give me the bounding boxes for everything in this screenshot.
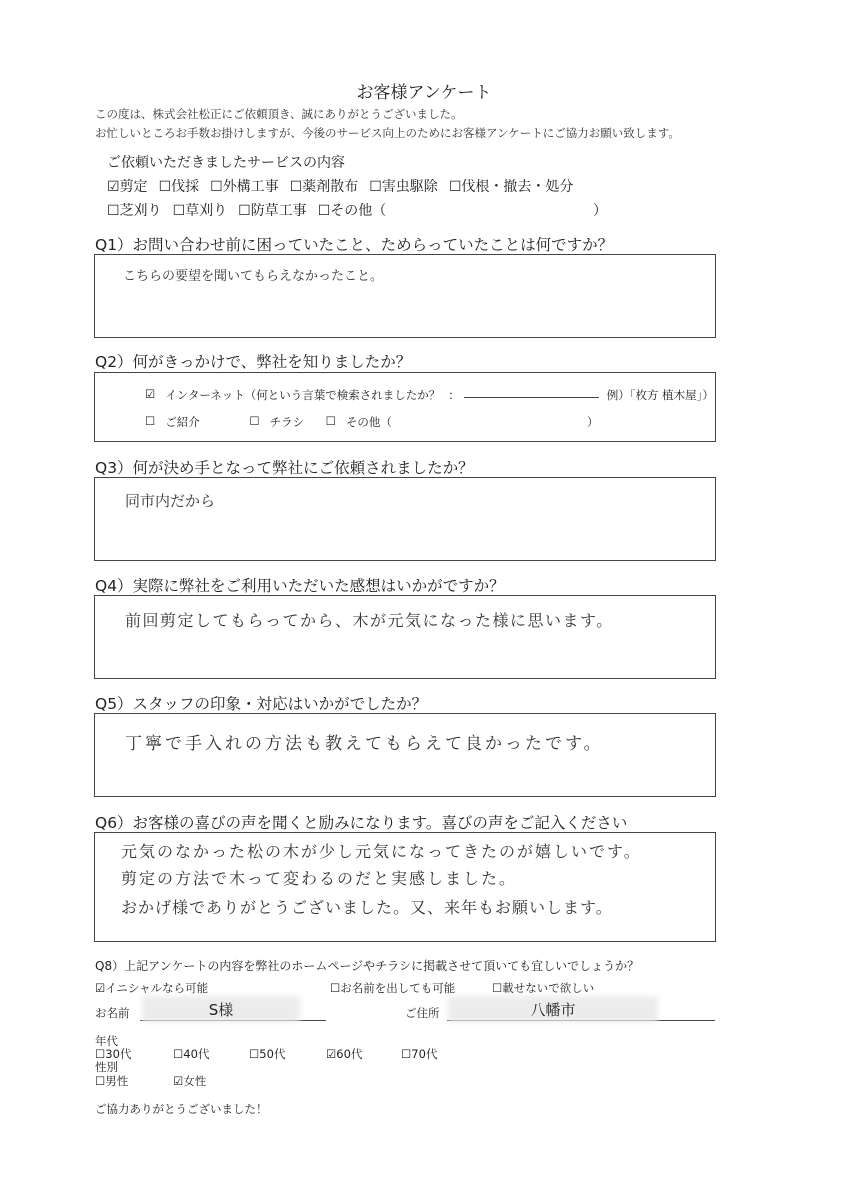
- gender-option-male[interactable]: ☐男性: [95, 1074, 129, 1088]
- other-label: その他（: [345, 415, 392, 429]
- checkbox-icon: ☐: [317, 203, 331, 219]
- flyer-label: チラシ: [269, 415, 305, 429]
- address-label: ご住所: [405, 1006, 440, 1020]
- services-row-2: [107, 200, 397, 220]
- gender-label: 性別: [95, 1060, 118, 1074]
- checkbox-icon: ☐: [289, 179, 303, 195]
- q2-answer-box: [94, 372, 716, 442]
- q2-internet-row: ☑ インターネット（何という言葉で検索されましたか？ ： 例）「枚方 植木屋」）: [145, 387, 714, 402]
- checkbox-icon: ☐: [238, 203, 251, 219]
- age-option-70[interactable]: ☐70代: [401, 1047, 438, 1061]
- age-option-60[interactable]: ☑60代: [326, 1047, 363, 1061]
- q1-answer: こちらの要望を聞いてもらえなかったこと。: [123, 269, 384, 284]
- gender-option-female[interactable]: ☑女性: [173, 1074, 207, 1088]
- service-pest[interactable]: ☐害虫駆除: [369, 179, 438, 195]
- q4-question: Q4）実際に弊社をご利用いただいた感想はいかがですか？: [95, 577, 505, 595]
- q3-question: Q3）何が決め手となって弊社にご依頼されましたか？: [95, 459, 474, 477]
- intro-checkbox[interactable]: ☐: [145, 414, 156, 428]
- q1-answer-box[interactable]: [94, 254, 716, 338]
- checkbox-icon: ☐: [210, 179, 223, 195]
- q3-answer-box[interactable]: [94, 477, 716, 561]
- checkbox-icon: ☐: [107, 203, 120, 219]
- q6-answer-line-1: 元気のなかった松の木が少し元気になってきたのが嬉しいです。: [121, 842, 642, 861]
- page-title: お客様アンケート: [356, 83, 492, 103]
- q8-option-name-ok[interactable]: ☐お名前を出しても可能: [330, 981, 456, 995]
- service-other-close: ）: [593, 203, 607, 219]
- service-stump[interactable]: ☐伐根・撤去・処分: [448, 179, 574, 195]
- other-checkbox[interactable]: ☐: [325, 414, 336, 428]
- q8-option-no-publish[interactable]: ☐載せないで欲しい: [492, 981, 595, 995]
- checkbox-icon: ☐: [158, 179, 172, 195]
- service-exterior[interactable]: ☐外構工事: [210, 179, 279, 195]
- q1-question: Q1）お問い合わせ前に困っていたこと、ためらっていたことは何ですか？: [95, 236, 614, 254]
- checkbox-icon: ☐: [172, 203, 186, 219]
- q4-answer-box[interactable]: [94, 595, 716, 679]
- age-option-30[interactable]: ☐30代: [95, 1047, 132, 1061]
- intro-label: ご紹介: [165, 415, 200, 429]
- q5-answer-box[interactable]: [94, 713, 716, 797]
- flyer-checkbox[interactable]: ☐: [249, 414, 260, 428]
- internet-example: 例）「枚方 植木屋」）: [606, 388, 714, 402]
- q5-answer: 丁寧で手入れの方法も教えてもらえて良かったです。: [125, 734, 604, 754]
- checkbox-icon: ☐: [448, 179, 462, 195]
- q8-question: Q8）上記アンケートの内容を弊社のホームページやチラシに掲載させて頂いても宜しいでしょうか？: [95, 959, 640, 973]
- q5-question: Q5）スタッフの印象・対応はいかがでしたか？: [95, 695, 428, 713]
- intro-line-2: お忙しいところお手数お掛けしますが、今後のサービス向上のためにお客様アンケートにご協力お願い致します。: [95, 126, 680, 140]
- services-heading: ご依頼いただきましたサービスの内容: [107, 155, 345, 171]
- q2-question: Q2）何がきっかけで、弊社を知りましたか？: [95, 353, 412, 371]
- service-grass[interactable]: ☐草刈り: [172, 203, 228, 219]
- q6-answer-line-3: おかげ様でありがとうございました。又、来年もお願いします。: [121, 898, 613, 917]
- checkbox-icon: ☐: [369, 179, 382, 195]
- service-pruning[interactable]: ☑剪定: [107, 179, 148, 195]
- q4-answer: 前回剪定してもらってから、木が元気になった様に思います。: [125, 611, 614, 630]
- q6-question: Q6）お客様の喜びの声を聞くと励みになります。喜びの声をご記入ください: [95, 814, 628, 832]
- q6-answer-box[interactable]: [94, 832, 716, 942]
- service-weedproof[interactable]: ☐防草工事: [238, 203, 307, 219]
- q6-answer-line-2: 剪定の方法で木って変わるのだと実感しました。: [121, 869, 518, 888]
- internet-label: インターネット（何という言葉で検索されましたか？: [165, 388, 441, 402]
- q3-answer: 同市内だから: [125, 492, 216, 510]
- age-label: 年代: [95, 1034, 118, 1048]
- q2-other-row: ☐ ご紹介 ☐ チラシ ☐ その他（ ）: [145, 414, 599, 429]
- service-other[interactable]: ☐その他（: [317, 203, 387, 219]
- thanks-message: ご協力ありがとうございました！: [95, 1102, 268, 1116]
- search-term-field[interactable]: [464, 387, 599, 398]
- age-option-50[interactable]: ☐50代: [249, 1047, 286, 1061]
- service-spraying[interactable]: ☐薬剤散布: [289, 179, 359, 195]
- q8-option-initials[interactable]: ☑イニシャルなら可能: [95, 981, 209, 995]
- age-option-40[interactable]: ☐40代: [173, 1047, 210, 1061]
- address-value[interactable]: 八幡市: [530, 1001, 576, 1019]
- name-value[interactable]: S様: [208, 1001, 234, 1019]
- services-row-1: [107, 176, 584, 196]
- service-lawn[interactable]: ☐芝刈り: [107, 203, 162, 219]
- name-label: お名前: [95, 1006, 130, 1020]
- checkbox-icon: ☑: [107, 179, 120, 195]
- intro-line-1: この度は、株式会社松正にご依頼頂き、誠にありがとうございました。: [95, 107, 463, 121]
- internet-checkbox[interactable]: ☑: [145, 387, 156, 401]
- service-felling[interactable]: ☐伐採: [158, 179, 200, 195]
